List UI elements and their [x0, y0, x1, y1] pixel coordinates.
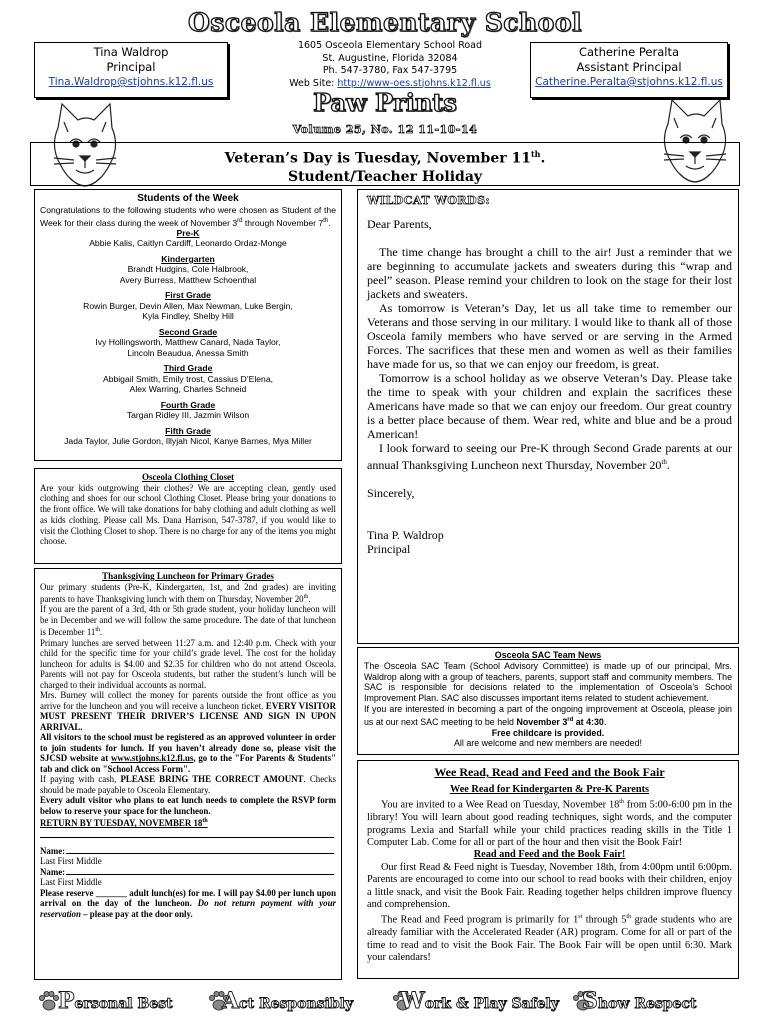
clothing-closet-box: [34, 468, 342, 564]
grade-names: Ivy Hollingsworth, Matthew Canard, Nada Taylor, Lincoln Beaudua, Anessa Smith: [95, 337, 281, 358]
newsletter-title: Paw Prints: [313, 88, 457, 117]
motto-initial: W: [400, 988, 425, 1014]
grade-names: Rowin Burger, Devin Allen, Max Newman, Luke Bergin, Kyla Findley, Shelby Hill: [83, 300, 293, 322]
clothing-closet-body: Are your kids outgrowing their clothes? We are accepting clean, gently used clothing and shoes for our school Clothing Closet. Please bring your donations to the front office. We will take donations for baby clothing and adult clothing as well as kids clothing. Please call Ms. Dana Harrison, 547-3787, if you would like to visit the Clothing Closet to shop. There is no charge for any of the items you might choose.: [40, 482, 336, 547]
name-label: Name:: [40, 845, 66, 856]
sac-p2-time: at 4:30: [573, 716, 604, 727]
return-by-text: RETURN BY TUESDAY, NOVEMBER 18: [40, 818, 203, 829]
grade-heading: Kindergarten: [161, 253, 215, 264]
students-of-week-box: [34, 189, 342, 461]
wee-read-subtitle: Wee Read for Kindergarten & Pre-K Parents: [449, 784, 650, 795]
sac-news-p1: The Osceola SAC Team (School Advisory Committee) is made up of our principal, Mrs. Waldrop along with a group of teachers, parents, support staff and community members. The SAC is responsible for decisions related to the implementation of Osceola’s School Improvement Plan. SAC also discusses important items related to student achievement.: [364, 660, 732, 704]
assistant-principal-role: Assistant Principal: [576, 60, 682, 74]
thanksgiving-p7: Every adult visitor who plans to eat lunch needs to complete the RSVP form below to reserve your space for the luncheon.: [40, 795, 336, 816]
banner-line-1-sup: th: [530, 149, 541, 159]
name-field-1[interactable]: [66, 846, 334, 855]
thanksgiving-p3: Primary lunches are served between 11:27 a.m. and 12:40 p.m. Check with your child for the specific time for your child’s grade level. The cost for the holiday luncheon for adults is $4.00 and $2.35 for children who do not attend Osceola. Parents will not pay for Osceola students, but rather the student’s lunch will be charged to their individual accounts as normal.: [40, 637, 336, 690]
p5-end: , go to the "For Parents & Students" tab and click on "School Access Form".: [40, 753, 336, 774]
thanksgiving-p6: [40, 774, 336, 795]
wee-read-sup: th: [619, 799, 624, 806]
letter-p4-end: .: [666, 458, 670, 472]
students-of-week-intro: [40, 205, 336, 228]
return-by-sup: th: [202, 818, 208, 825]
p4-text: Mrs. Burney will collect the money for parents outside the front office as you arrive for the luncheon and you will receive a luncheon ticket.: [40, 690, 336, 711]
read-and-feed-program: [367, 911, 732, 964]
veterans-day-banner: [30, 142, 740, 186]
grades-list: [40, 228, 336, 447]
website-label: Web Site:: [289, 77, 338, 89]
intro-sup-2: th: [323, 217, 329, 224]
sac-news-box: [357, 647, 739, 755]
thanksgiving-title: Thanksgiving Luncheon for Primary Grades: [102, 571, 274, 581]
rsvp-reserve-text: [40, 888, 336, 920]
letter-p4-sup: th: [661, 458, 667, 466]
letter-p4-text: I look forward to seeing our Pre-K through Second Grade parents at our annual Thanksgiving Luncheon next Thursday, November 20: [367, 441, 732, 472]
address-line-1: 1605 Osceola Elementary School Road: [297, 40, 483, 51]
signature-name: Tina P. Waldrop: [367, 528, 444, 542]
intro-sup-1: rd: [237, 217, 243, 224]
intro-text: Congratulations to the following students who were chosen as Student of the Week for their class during the week of November 3: [40, 205, 336, 228]
grade-heading: Fifth Grade: [165, 425, 211, 436]
motto-initial: S: [582, 988, 598, 1014]
intro-end: .: [328, 217, 331, 228]
book-fair-box: [357, 760, 739, 979]
reserve-italic: Do not return payment with your reservation: [40, 898, 336, 919]
sac-p2-end: .: [603, 716, 607, 727]
sjcsd-website-link[interactable]: www.stjohns.k12.fl.us: [110, 753, 194, 764]
thanksgiving-luncheon-box: [34, 568, 342, 980]
wildcat-words-title: WILDCAT WORDS:: [367, 194, 491, 207]
thanksgiving-p2: [40, 604, 336, 637]
name-label: Name:: [40, 866, 66, 877]
sac-welcome: All are welcome and new members are needed!: [454, 738, 642, 749]
banner-line-1-text: Veteran’s Day is Tuesday, November 11: [224, 150, 531, 167]
sac-news-title: Osceola SAC Team News: [494, 650, 602, 660]
grade-heading: Third Grade: [163, 363, 213, 374]
intro-mid: through November 7: [242, 217, 324, 228]
p5-text: All visitors to the school must be registered as an approved volunteer in order to join students for lunch. If you haven’t already done so, please visit the SJCSD website at: [40, 732, 336, 764]
grade-names: Brandt Hudgins, Cole Halbrook, Avery Burress, Matthew Schoenthal: [119, 264, 257, 285]
rsvp-divider: [40, 829, 334, 838]
book-fair-title: Wee Read, Read and Feed and the Book Fair: [434, 765, 665, 779]
thanksgiving-p4: [40, 690, 336, 732]
motto-work-play-safely: [400, 988, 559, 1018]
banner-line-2: Student/Teacher Holiday: [287, 168, 483, 185]
p6-bold: PLEASE BRING THE CORRECT AMOUNT: [120, 774, 304, 785]
program-text-c: grade students who are already familiar with the Accelerated Reader (AR) program. Come for all or part of the time to read and to visit the Book Fair. The Book Fair will be open until 6:30. Mark your calendars!: [367, 914, 732, 964]
grade-heading: Second Grade: [158, 326, 218, 337]
letter-salutation: Dear Parents,: [367, 217, 432, 231]
p6-end: . Checks should be made payable to Osceola Elementary.: [40, 774, 336, 795]
volume-info: Volume 25, No. 12 11-10-14: [292, 123, 478, 136]
read-and-feed-text: Our first Read & Feed night is Tuesday, November 18th, from 4:00pm until 6:00pm. Parents are encouraged to come into our school to read books with their children, enjoy a little snack, and visit the Book Fair. Reading together helps children improve fluency and comprehension.: [367, 861, 732, 911]
program-text-a: The Read and Feed program is primarily for 1: [381, 914, 579, 926]
grade-heading: Pre-K: [176, 227, 200, 238]
wee-read-text: [367, 796, 732, 849]
banner-line-1-end: .: [540, 150, 546, 167]
sac-p2-date: November 3: [516, 716, 568, 727]
letter-p3: Tomorrow is a school holiday as we observe Veteran’s Day. Please take the time to speak with your children and explain the sacrifices these Americans have made so that we can enjoy our freedom. Our great country is a better place because of them. Wear red, white and blue and be a proud American!: [367, 371, 732, 441]
p2-end: .: [100, 627, 103, 638]
wildcat-words-letter: [367, 217, 732, 556]
school-address: [270, 40, 510, 90]
sac-childcare: Free childcare is provided.: [491, 727, 605, 738]
reserve-end: – please pay at the door only.: [80, 908, 193, 919]
wee-read-text-b: from 5:00-6:00 pm in the library! You will learn about good reading techniques, sight words, and the computer programs Lexia and Starfall while your child practices reading skills in the Title 1 Computer Lab. Come for all or part of the hour and then visit the Book Fair!: [367, 799, 732, 849]
grade-names: Jada Taylor, Julie Gordon, Illyjah Nicol, Kanye Barnes, Mya Miller: [64, 436, 312, 447]
motto-initial: P: [58, 988, 75, 1014]
motto-initial: A: [222, 988, 240, 1014]
motto-show-respect: [582, 988, 696, 1018]
letter-p2: As tomorrow is Veteran’s Day, let us all take time to remember our Veterans and those serving in our military. I would like to thank all of those Osceola family members who have served or are serving in the Armed Forces. The sacrifices that these men and women as well as their families have made for us, so that we can enjoy our freedom, is great.: [367, 301, 732, 371]
wee-read-text-a: You are invited to a Wee Read on Tuesday, November 18: [381, 799, 620, 811]
principal-email-link[interactable]: Tina.Waldrop@stjohns.k12.fl.us: [48, 76, 214, 88]
p1-text: Our primary students (Pre-K, Kindergarten, 1st, and 2nd grades) are inviting parents to have Thanksgiving lunch with them on Thursday, November 20: [40, 581, 336, 604]
letter-p1: The time change has brought a chill to the air! Just a reminder that we are beginning to accumulate jackets and sweaters during this “wrap and peel” season. Please remind your children to look on the stage for their lost jackets and sweaters.: [367, 245, 732, 301]
motto-rest: ork & Play Safely: [424, 996, 560, 1012]
name-field-2[interactable]: [66, 867, 334, 876]
motto-act-responsibly: [222, 988, 353, 1018]
last-first-middle-2: Last First Middle: [40, 877, 102, 888]
grade-heading: First Grade: [165, 290, 211, 301]
p6-text: If paying with cash,: [40, 774, 121, 785]
sac-p2-sup: rd: [567, 716, 574, 723]
motto-rest: ct Responsibly: [239, 996, 354, 1012]
read-and-feed-subtitle: Read and Feed and the Book Fair!: [473, 849, 626, 861]
wildcat-words-box: [357, 189, 739, 644]
assistant-principal-email-link[interactable]: Catherine.Peralta@stjohns.k12.fl.us: [535, 76, 723, 88]
p1-end: .: [308, 593, 311, 604]
clothing-closet-title: Osceola Clothing Closet: [142, 472, 234, 482]
banner-line-1: [31, 145, 739, 168]
phone-fax: Ph. 547-3780, Fax 547-3795: [322, 65, 458, 76]
motto-personal-best: [58, 988, 173, 1018]
motto-rest: how Respect: [597, 996, 697, 1012]
website-link[interactable]: http://www-oes.stjohns.k12.fl.us: [337, 77, 491, 89]
rsvp-name-row-1: [40, 846, 336, 857]
p4-bold: EVERY VISITOR MUST PRESENT THEIR DRIVER’S LICENSE AND SIGN IN UPON ARRIVAL.: [40, 700, 336, 732]
students-of-week-title: Students of the Week: [137, 193, 239, 204]
reserve-text: Please reserve _______ adult lunch(es) for me. I will pay $4.00 per lunch upon arrival on the day of the luncheon.: [40, 887, 336, 909]
grade-names: Abbie Kalis, Caitlyn Cardiff, Leonardo Ordaz-Monge: [89, 238, 287, 249]
last-first-middle-1: Last First Middle: [40, 856, 102, 867]
principal-name: Tina Waldrop: [93, 45, 169, 59]
grade-names: Targan Ridley III, Jazmin Wilson: [126, 410, 250, 421]
thanksgiving-p1: [40, 582, 336, 605]
school-name: Osceola Elementary School: [188, 8, 582, 37]
motto-rest: ersonal Best: [74, 996, 173, 1012]
address-line-2: St. Augustine, Florida 32084: [322, 52, 458, 64]
principal-role: Principal: [106, 60, 156, 74]
grade-heading: Fourth Grade: [160, 399, 216, 410]
rsvp-name-row-2: [40, 867, 336, 878]
grade-names: Abbigail Smith, Emily trost, Cassius D’Elena, Alex Warring, Charles Schneid: [102, 373, 274, 395]
letter-p4: [367, 441, 732, 472]
sac-p2-text: If you are interested in becoming a part of the ongoing improvement at Osceola, please join us at our next SAC meeting to be held: [364, 703, 732, 727]
assistant-principal-name: Catherine Peralta: [578, 45, 680, 59]
sac-news-p2: [364, 704, 732, 728]
signature-title: Principal: [367, 542, 411, 556]
letter-closing: Sincerely,: [367, 486, 415, 500]
paws-motto-footer: [0, 986, 770, 1020]
p2-sup: th: [95, 627, 101, 634]
thanksgiving-p5: [40, 732, 336, 774]
p1-sup: th: [303, 594, 309, 600]
thanksgiving-return-by: [40, 816, 336, 828]
program-sup-1: st: [578, 914, 583, 921]
program-sup-2: th: [626, 914, 632, 921]
p2-text: If you are the parent of a 3rd, 4th or 5th grade student, your holiday luncheon will be in December and we will follow the same procedure. The date of that luncheon is December 11: [40, 604, 336, 638]
program-text-b: through 5: [582, 914, 627, 926]
